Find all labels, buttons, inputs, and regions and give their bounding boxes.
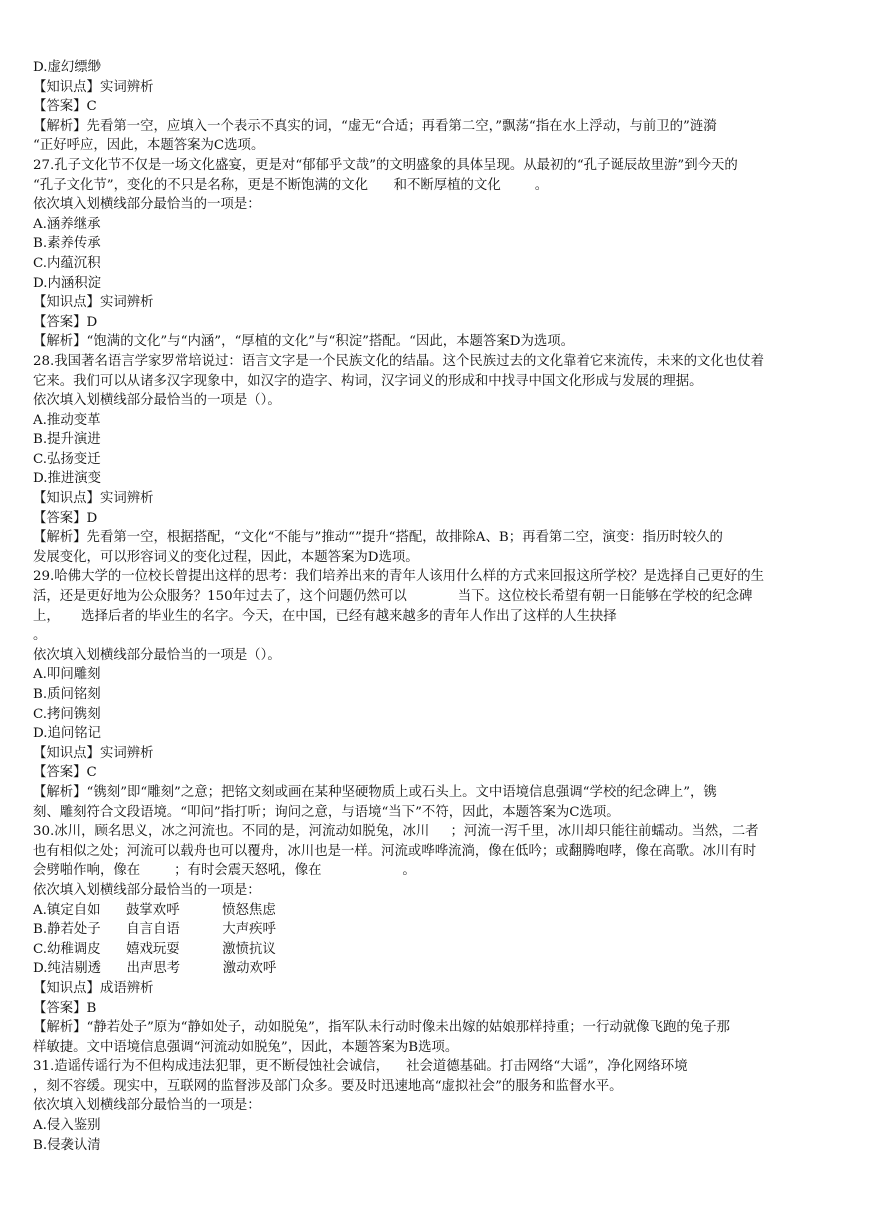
text-line: 27.孔子文化节不仅是一场文化盛宴，更是对“郁郁乎文哉”的文明盛象的具体呈现。从最初的“孔子诞辰故里游”到今天的 bbox=[33, 157, 738, 173]
text-line: A.侵入鉴别 bbox=[33, 1118, 101, 1134]
text-line: 【解析】“饱满的文化”与“内涵”，“厚植的文化”与“积淀”搭配。“因此，本题答案D为选项。 bbox=[33, 334, 575, 350]
text-line: B.素养传承 bbox=[33, 236, 101, 252]
text-line: 【解析】先看第一空，根据搭配，“文化“不能与”推动“”提升“搭配，故排除A、B；再看第二空，演变：指历时较久的 bbox=[33, 530, 723, 546]
text-line: 29.哈佛大学的一位校长曾提出这样的思考：我们培养出来的青年人该用什么样的方式来回报这所学校？是选择自己更好的生 bbox=[33, 569, 764, 585]
text-line: “孔子文化节”，变化的不只是名称，更是不断饱满的文化 和不断厚植的文化 。 bbox=[33, 177, 549, 193]
text-line: 【知识点】成语辨析 bbox=[33, 980, 154, 996]
text-line: 31.造谣传谣行为不但构成违法犯罪，更不断侵蚀社会诚信， 社会道德基础。打击网络“大谣”，净化网络环境 bbox=[33, 1059, 688, 1075]
text-line: 上， 选择后者的毕业生的名字。今天，在中国，已经有越来越多的青年人作出了这样的人生抉择 bbox=[33, 608, 617, 624]
text-line: C.拷问镌刻 bbox=[33, 706, 101, 722]
text-line: D.纯洁剔透 出声思考 激动欢呼 bbox=[33, 961, 277, 977]
text-line: 【解析】“静若处子”原为“静如处子，动如脱兔”，指军队未行动时像未出嫁的姑娘那样持重；一行动就像飞跑的兔子那 bbox=[33, 1020, 730, 1036]
text-line: 发展变化，可以形容词义的变化过程，因此，本题答案为D选项。 bbox=[33, 549, 419, 565]
text-line: 28.我国著名语言学家罗常培说过：语言文字是一个民族文化的结晶。这个民族过去的文化靠着它来流传，未来的文化也仗着 bbox=[33, 353, 764, 369]
text-line: D.内涵积淀 bbox=[33, 275, 102, 291]
text-line: 【知识点】实词辨析 bbox=[33, 79, 154, 95]
text-line: 依次填入划横线部分最恰当的一项是： bbox=[33, 1098, 261, 1114]
text-line: 【答案】D bbox=[33, 510, 98, 526]
text-line: 【知识点】实词辨析 bbox=[33, 295, 154, 311]
text-line: D.追问铭记 bbox=[33, 726, 102, 742]
text-line: C.弘扬变迁 bbox=[33, 451, 101, 467]
text-line: 刻、雕刻符合文段语境。“叩问”指打听；询问之意，与语境“当下”不符，因此，本题答案为C选项。 bbox=[33, 804, 620, 820]
document-page bbox=[33, 58, 859, 1155]
text-line: C.内蕴沉积 bbox=[33, 255, 101, 271]
text-line: 【解析】“镌刻”即“雕刻”之意；把铭文刻或画在某种坚硬物质上或石头上。文中语境信息强调“学校的纪念碑上”，镌 bbox=[33, 784, 717, 800]
text-line: 也有相似之处；河流可以载舟也可以覆舟，冰川也是一样。河流或哗哗流淌，像在低吟；或翻腾咆哮，像在高歌。冰川有时 bbox=[33, 843, 757, 859]
text-line: 依次填入划横线部分最恰当的一项是： bbox=[33, 197, 261, 213]
text-line: ，刻不容缓。现实中，互联网的监督涉及部门众多。要及时迅速地高“虚拟社会”的服务和监督水平。 bbox=[33, 1078, 623, 1094]
text-line: 样敏捷。文中语境信息强调“河流动如脱兔”，因此，本题答案为B选项。 bbox=[33, 1039, 459, 1055]
text-line: 依次填入划横线部分最恰当的一项是（）。 bbox=[33, 647, 281, 663]
text-line: 【答案】D bbox=[33, 314, 98, 330]
text-line: 【答案】B bbox=[33, 1000, 97, 1016]
text-line: A.涵养继承 bbox=[33, 216, 101, 232]
text-line: 【知识点】实词辨析 bbox=[33, 745, 154, 761]
text-line: A.叩问雕刻 bbox=[33, 667, 101, 683]
text-line: B.静若处子 自言自语 大声疾呼 bbox=[33, 922, 276, 938]
text-line: 它来。我们可以从诸多汉字现象中，如汉字的造字、构词，汉字词义的形成和中找寻中国文化形成与发展的理据。 bbox=[33, 373, 703, 389]
text-line: “正好呼应，因此，本题答案为C选项。 bbox=[33, 138, 265, 154]
text-line: C.幼稚调皮 嬉戏玩耍 激愤抗议 bbox=[33, 941, 276, 957]
text-line: 【答案】C bbox=[33, 765, 97, 781]
text-line: B.提升演进 bbox=[33, 432, 101, 448]
text-line: B.质问铭刻 bbox=[33, 687, 101, 702]
text-line: 。 bbox=[33, 628, 47, 644]
text-line: A.镇定自如 鼓掌欢呼 愤怒焦虑 bbox=[33, 902, 276, 918]
text-line: 【知识点】实词辨析 bbox=[33, 491, 154, 507]
text-line: A.推动变革 bbox=[33, 412, 101, 428]
text-line: D.虚幻缥缈 bbox=[33, 60, 102, 75]
text-line: 【解析】先看第一空，应填入一个表示不真实的词，“虚无“合适；再看第二空，”飘荡“指在水上浮动，与前卫的”涟漪 bbox=[33, 118, 717, 134]
text-line: 【答案】C bbox=[33, 99, 97, 115]
text-line: 活，还是更好地为公众服务？150年过去了，这个问题仍然可以 当下。这位校长希望有朝一日能够在学校的纪念碑 bbox=[33, 589, 753, 605]
text-line: B.侵袭认清 bbox=[33, 1137, 101, 1153]
text-line: 会劈啪作响，像在 ；有时会震天怒吼，像在 。 bbox=[33, 863, 416, 879]
text-line: 30.冰川，顾名思义，冰之河流也。不同的是，河流动如脱兔，冰川 ；河流一泻千里，冰川却只能往前蠕动。当然，二者 bbox=[33, 824, 759, 840]
text-line: D.推进演变 bbox=[33, 471, 102, 487]
text-line: 依次填入划横线部分最恰当的一项是（）。 bbox=[33, 393, 281, 409]
text-line: 依次填入划横线部分最恰当的一项是： bbox=[33, 882, 261, 898]
